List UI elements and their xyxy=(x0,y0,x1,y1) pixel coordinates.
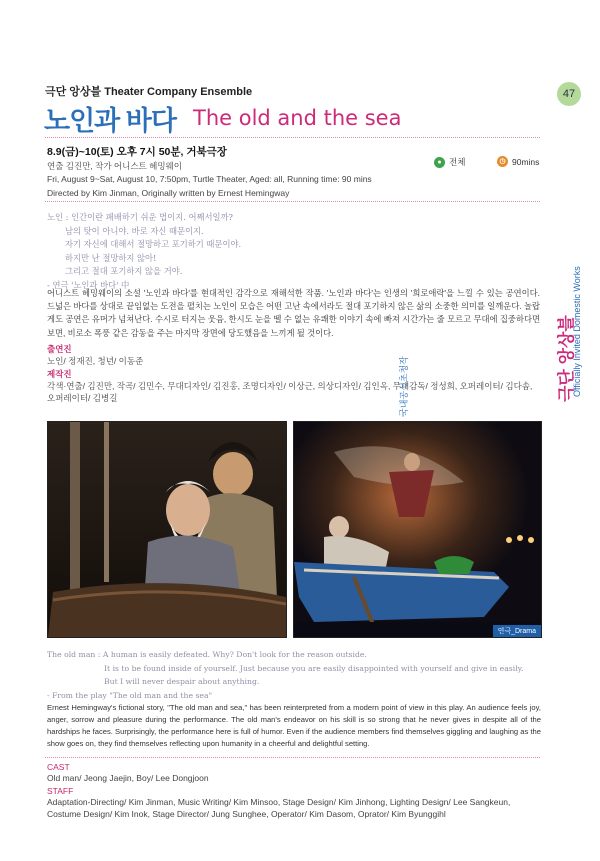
title-english: The old and the sea xyxy=(193,106,402,130)
quote-korean xyxy=(47,211,367,293)
synopsis-english: Ernest Hemingway's fictional story, "The old man and sea," has been reinterpreted from a modern point of view in this play. An audience feels joy, anger, sorrow and pleasure during the performance. The old man's endeavor on his skill is so strong that he never gives in despite all of the hardships he faces. Surprisingly, the performance here is full of humor. Even if the audience members find themselves giggling and laughing as the show goes on, they find themselves reflecting upon humanity in a cheerful and delightful setting. xyxy=(47,703,541,748)
credit-korean: 연출 김진만, 작가 어니스트 헤밍웨이 xyxy=(47,161,182,171)
photo-old-man-and-boy xyxy=(48,422,286,637)
quote-line: It is to be found inside of yourself. Just because you are easily disappointed with yourself and give in easily. xyxy=(104,663,524,673)
quote-source: - 연극 '노인과 바다' 中 xyxy=(47,279,130,290)
cast-label-english: CAST xyxy=(47,762,70,772)
date-english: Fri, August 9~Sat, August 10, 7:50pm, Turtle Theater, Aged: all, Running time: 90 mins xyxy=(47,174,372,184)
staff-english: Adaptation-Directing/ Kim Jinman, Music Writing/ Kim Minsoo, Stage Design/ Kim Jinhong, Lighting Design/ Lee Sangkeun, Costume Design/ Kim Inok, Stage Director/ Jung Sunghee, Operator/ Kim Dasom, Oprator/ Kim Byunggihl xyxy=(47,797,511,819)
section-title-korean: 국내공식초청작 xyxy=(399,356,409,417)
runtime-label: 90mins xyxy=(512,156,540,167)
photo-caption: 연극_Drama xyxy=(493,625,541,637)
quote-line: 하지만 난 절망하지 않아! xyxy=(65,252,157,263)
divider xyxy=(45,201,540,202)
cast-korean: 노인/ 정재진, 청년/ 이동준 xyxy=(47,356,144,366)
staff-korean: 각색·연출/ 김진만, 작곡/ 김민수, 무대디자인/ 김진홍, 조명디자인/ 이상근, 의상디자인/ 김인옥, 무대감독/ 정성희, 오퍼레이터/ 김다솜, 오퍼레이터/ 김병길 xyxy=(47,381,533,403)
quote-line: But I will never despair about anything. xyxy=(104,677,260,687)
staff-label-korean: 제작진 xyxy=(47,369,72,379)
quote-line: 그리고 절대 포기하지 않을 거야. xyxy=(65,266,183,277)
photo-boat-scene xyxy=(294,422,541,637)
date-korean: 8.9(금)~10(토) 오후 7시 50분, 거북극장 xyxy=(47,146,227,158)
clock-icon: ◷ xyxy=(497,156,508,167)
audience-rating xyxy=(434,156,465,168)
quote-english xyxy=(47,648,547,702)
quote-line: 자기 자신에 대해서 절망하고 포기하기 때문이야. xyxy=(65,239,242,250)
quote-line: 남의 탓이 아니야. 바로 자신 때문이지. xyxy=(65,225,204,236)
quote-line: The old man : A human is easily defeated. Why? Don't look for the reason outside. xyxy=(47,650,367,659)
page-number: 47 xyxy=(557,82,581,106)
production-photo-2 xyxy=(293,421,542,638)
quote-source: - From the play "The old man and the sea" xyxy=(47,690,213,700)
divider xyxy=(45,137,540,138)
sidebar-company-korean: 극단 앙상블 xyxy=(557,315,576,402)
audience-label: 전체 xyxy=(449,157,466,167)
person-icon: ● xyxy=(434,157,445,168)
section-title-english: Officially Invited Domestic Works xyxy=(572,266,582,397)
divider xyxy=(45,757,540,758)
credit-english: Directed by Kim Jinman, Originally written by Ernest Hemingway xyxy=(47,188,290,198)
quote-line: 노인 : 인간이란 패배하기 쉬운 법이지. 어째서일까? xyxy=(47,212,234,222)
synopsis-korean: 어니스트 헤밍웨이의 소설 '노인과 바다'를 현대적인 감각으로 재해석한 작품. '노인과 바다'는 인생의 '희로애락'을 느낄 수 있는 공연이다. 드넓은 바다를 상대로 끝임없는 도전을 펼치는 노인이 모습은 어떤 고난 속에서라도 절대 포기하지 않은 삶의 소중한 의미를 일깨운다. 놀랍게도 공연은 유머가 넘쳐난다. 수시로 터지는 웃음, 한시도 눈을 뗄 수 없는 유쾌한 이야기 속에 빠져 시간가는 줄 모르고 무대에 집중하다면 보면, 비로소 폭풍 같은 감동을 주는 마지막 장면에 당도했음을 느끼게 될 것이다. xyxy=(47,288,540,338)
staff-label-english: STAFF xyxy=(47,786,74,796)
title-korean: 노인과 바다 xyxy=(44,106,176,136)
production-photo-1 xyxy=(47,421,287,638)
cast-english: Old man/ Jeong Jaejin, Boy/ Lee Dongjoon xyxy=(47,773,209,783)
running-time xyxy=(497,156,539,167)
cast-label-korean: 출연진 xyxy=(47,344,72,354)
company-name: 극단 앙상블 Theater Company Ensemble xyxy=(45,86,253,98)
